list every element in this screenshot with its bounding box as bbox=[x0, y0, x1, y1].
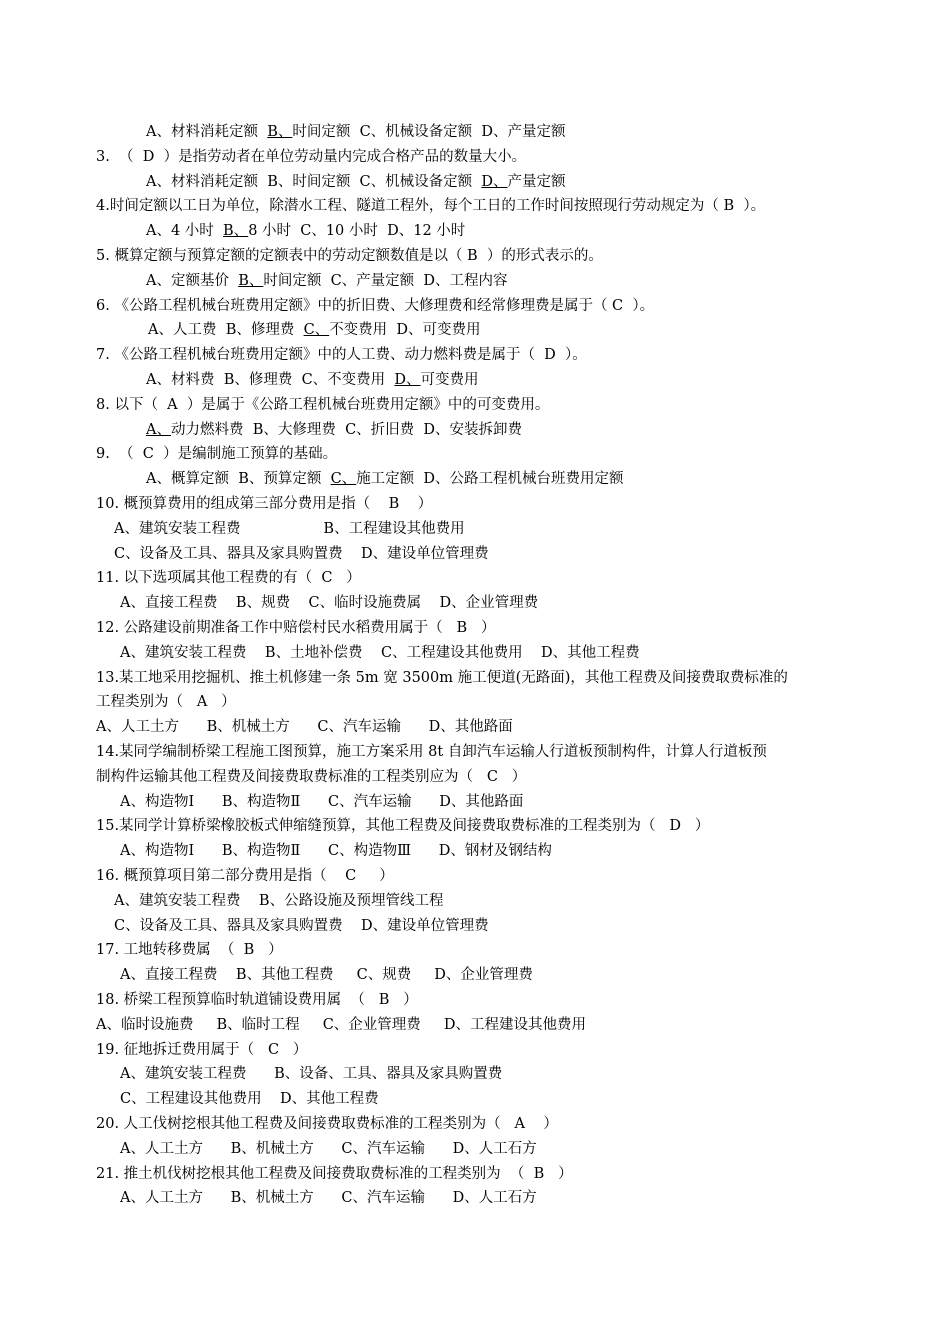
text-segment: 不变费用 D、可变费用 bbox=[329, 322, 481, 339]
text-segment: A、人工土方 B、机械土方 C、汽车运输 D、人工石方 bbox=[120, 1190, 537, 1207]
text-segment: 5. 概算定额与预算定额的定额表中的劳动定额数值是以（ B ）的形式表示的。 bbox=[96, 248, 603, 264]
text-line bbox=[120, 1188, 890, 1208]
text-line bbox=[96, 692, 866, 712]
text-segment: 动力燃料费 B、大修理费 C、折旧费 D、安装拆卸费 bbox=[170, 421, 523, 438]
text-segment: 时间定额 C、产量定额 D、工程内容 bbox=[263, 272, 508, 289]
text-segment: 产量定额 bbox=[507, 173, 566, 190]
text-line bbox=[96, 147, 866, 167]
text-segment: 4.时间定额以工日为单位，除潜水工程、隧道工程外，每个工日的工作时间按照现行劳动规定为（ B ）。 bbox=[96, 198, 766, 215]
underlined-answer-marker: A、 bbox=[146, 421, 171, 438]
text-line bbox=[148, 320, 918, 340]
text-segment: A、临时设施费 B、临时工程 C、企业管理费 D、工程建设其他费用 bbox=[96, 1016, 586, 1033]
text-line bbox=[120, 643, 890, 663]
text-segment: A、概算定额 B、预算定额 bbox=[146, 471, 331, 488]
text-segment: A、人工费 B、修理费 bbox=[148, 322, 304, 339]
text-line bbox=[96, 296, 866, 316]
text-line bbox=[146, 370, 916, 390]
underlined-answer-marker: B、 bbox=[238, 272, 264, 289]
text-line bbox=[96, 940, 866, 960]
text-line bbox=[96, 345, 866, 365]
text-segment: A、建筑安装工程费 B、公路设施及预埋管线工程 bbox=[114, 892, 444, 909]
text-segment: 17. 工地转移费属 （ B ） bbox=[96, 942, 283, 959]
text-line bbox=[120, 841, 890, 861]
text-line bbox=[96, 1015, 866, 1035]
text-line bbox=[146, 122, 916, 142]
text-segment: A、人工土方 B、机械土方 C、汽车运输 D、其他路面 bbox=[96, 719, 513, 736]
text-segment: 21. 推土机伐树挖根其他工程费及间接费取费标准的工程类别为 （ B ） bbox=[96, 1165, 573, 1182]
text-line bbox=[146, 271, 916, 291]
underlined-answer-marker: C、 bbox=[330, 471, 357, 488]
text-line bbox=[114, 916, 884, 936]
text-segment: 20. 人工伐树挖根其他工程费及间接费取费标准的工程类别为（ A ） bbox=[96, 1116, 558, 1132]
text-segment: 工程类别为（ A ） bbox=[96, 694, 236, 711]
text-segment: C、设备及工具、器具及家具购置费 D、建设单位管理费 bbox=[114, 545, 489, 562]
text-line bbox=[96, 990, 866, 1010]
text-segment: 8. 以下（ A ）是属于《公路工程机械台班费用定额》中的可变费用。 bbox=[96, 396, 550, 413]
text-segment: 可变费用 bbox=[420, 372, 479, 388]
text-segment: 7. 《公路工程机械台班费用定额》中的人工费、动力燃料费是属于（ D ）。 bbox=[96, 347, 587, 364]
text-segment: A、人工土方 B、机械土方 C、汽车运输 D、人工石方 bbox=[120, 1140, 537, 1157]
text-line bbox=[96, 816, 866, 836]
text-segment: A、材料消耗定额 bbox=[146, 124, 268, 140]
text-line bbox=[120, 1089, 890, 1109]
text-line bbox=[120, 1139, 890, 1159]
text-line bbox=[146, 221, 916, 241]
text-segment: A、定额基价 bbox=[146, 272, 239, 289]
text-segment: A、材料费 B、修理费 C、不变费用 bbox=[146, 372, 395, 388]
text-line bbox=[96, 767, 866, 787]
text-segment: 10. 概预算费用的组成第三部分费用是指（ B ） bbox=[96, 496, 433, 512]
underlined-answer-marker: D、 bbox=[481, 173, 508, 190]
text-line bbox=[96, 494, 866, 514]
text-line bbox=[96, 395, 866, 415]
text-segment: 18. 桥梁工程预算临时轨道铺设费用属 （ B ） bbox=[96, 992, 418, 1008]
text-line bbox=[120, 1064, 890, 1084]
text-line bbox=[96, 1164, 866, 1184]
text-line bbox=[114, 891, 884, 911]
underlined-answer-marker: B、 bbox=[267, 124, 293, 140]
text-segment: 15.某同学计算桥梁橡胶板式伸缩缝预算，其他工程费及间接费取费标准的工程类别为（ D ） bbox=[96, 818, 710, 835]
text-segment: A、材料消耗定额 B、时间定额 C、机械设备定额 bbox=[146, 173, 482, 190]
text-segment: 16. 概预算项目第二部分费用是指（ C ） bbox=[96, 868, 394, 884]
text-segment: 14.某同学编制桥梁工程施工图预算，施工方案采用 8t 自卸汽车运输人行道板预制构件，计算人行道板预 bbox=[96, 744, 767, 760]
text-segment: 制构件运输其他工程费及间接费取费标准的工程类别应为（ C ） bbox=[96, 768, 527, 785]
text-line bbox=[146, 420, 916, 440]
text-segment: C、设备及工具、器具及家具购置费 D、建设单位管理费 bbox=[114, 917, 489, 934]
text-segment: A、4 小时 bbox=[146, 223, 224, 240]
text-line bbox=[96, 1040, 866, 1060]
text-line bbox=[96, 246, 866, 266]
text-line bbox=[96, 618, 866, 638]
text-line bbox=[114, 544, 884, 564]
text-segment: 6. 《公路工程机械台班费用定额》中的折旧费、大修理费和经常修理费是属于（ C ）。 bbox=[96, 297, 655, 314]
text-segment: 8 小时 C、10 小时 D、12 小时 bbox=[248, 223, 466, 240]
text-line bbox=[96, 196, 866, 216]
underlined-answer-marker: B、 bbox=[223, 223, 249, 240]
text-segment: 12. 公路建设前期准备工作中赔偿村民水稻费用属于（ B ） bbox=[96, 620, 496, 636]
text-segment: 3. （ D ）是指劳动者在单位劳动量内完成合格产品的数量大小。 bbox=[96, 148, 527, 165]
text-segment: 13.某工地采用挖掘机、推土机修建一条 5m 宽 3500m 施工便道(无路面)，其他工程费及间接费取费标准的 bbox=[96, 669, 788, 686]
text-segment: A、建筑安装工程费 B、工程建设其他费用 bbox=[114, 520, 465, 537]
text-line bbox=[96, 1114, 866, 1134]
text-segment: A、构造物Ⅰ B、构造物Ⅱ C、汽车运输 D、其他路面 bbox=[120, 793, 524, 810]
text-segment: A、直接工程费 B、其他工程费 C、规费 D、企业管理费 bbox=[120, 967, 533, 984]
text-segment: 19. 征地拆迁费用属于（ C ） bbox=[96, 1041, 308, 1058]
text-line bbox=[96, 444, 866, 464]
text-line bbox=[120, 593, 890, 613]
text-line bbox=[146, 172, 916, 192]
text-segment: 11. 以下选项属其他工程费的有（ C ） bbox=[96, 570, 361, 587]
text-segment: 时间定额 C、机械设备定额 D、产量定额 bbox=[292, 124, 566, 140]
text-line bbox=[96, 742, 866, 762]
text-segment: A、建筑安装工程费 B、设备、工具、器具及家具购置费 bbox=[120, 1066, 503, 1083]
text-line bbox=[114, 519, 884, 539]
underlined-answer-marker: D、 bbox=[394, 372, 421, 388]
text-segment: A、建筑安装工程费 B、土地补偿费 C、工程建设其他费用 D、其他工程费 bbox=[120, 644, 640, 661]
underlined-answer-marker: C、 bbox=[303, 322, 330, 339]
text-line bbox=[96, 717, 866, 737]
text-segment: 施工定额 D、公路工程机械台班费用定额 bbox=[356, 471, 624, 488]
text-segment: 9. （ C ）是编制施工预算的基础。 bbox=[96, 446, 338, 463]
text-line bbox=[96, 668, 866, 688]
text-line bbox=[96, 568, 866, 588]
text-line bbox=[96, 866, 866, 886]
text-line bbox=[120, 965, 890, 985]
text-line bbox=[146, 469, 916, 489]
text-segment: A、直接工程费 B、规费 C、临时设施费属 D、企业管理费 bbox=[120, 595, 539, 612]
text-segment: C、工程建设其他费用 D、其他工程费 bbox=[120, 1091, 379, 1108]
text-segment: A、构造物Ⅰ B、构造物Ⅱ C、构造物Ⅲ D、钢材及钢结构 bbox=[120, 843, 552, 860]
text-line bbox=[120, 792, 890, 812]
